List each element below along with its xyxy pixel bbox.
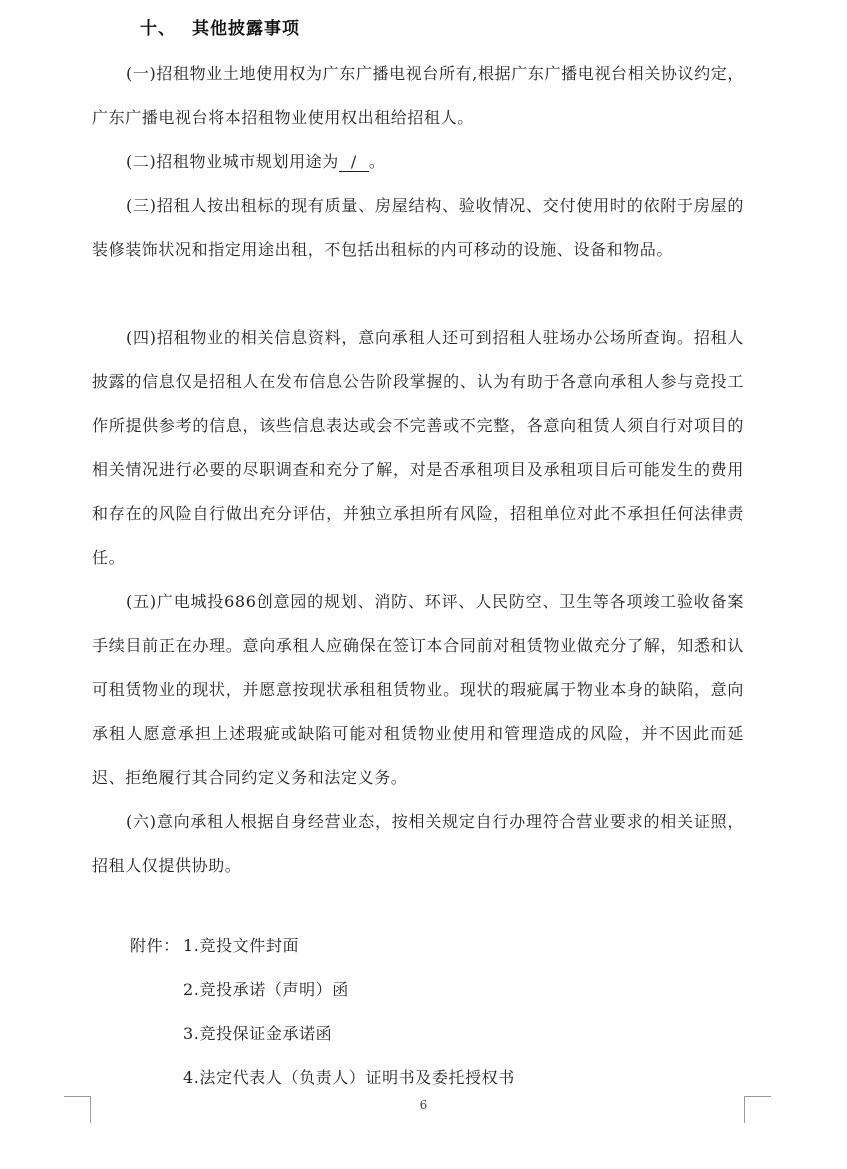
paragraph-2-text: (二)招租物业城市规划用途为 <box>126 152 339 171</box>
planning-use-blank: / <box>339 153 369 172</box>
attachment-item: 4.法定代表人（负责人）证明书及委托授权书 <box>183 1068 515 1087</box>
paragraph-6: (六)意向承租人根据自身经营业态，按相关规定自行办理符合营业要求的相关证照，招租人仅提供协助。 <box>92 812 744 875</box>
paragraph-5: (五)广电城投686创意园的规划、消防、环评、人民防空、卫生等各项竣工验收备案手续目前正在办理。意向承租人应确保在签订本合同前对租赁物业做充分了解，知悉和认可租赁物业的现状，并愿意按现状承租租赁物业。现状的瑕疵属于物业本身的缺陷，意向承租人愿意承担上述瑕疵或缺陷可能对租赁物业使用和管理造成的风险，并不因此而延迟、拒绝履行其合同约定义务和法定义务。 <box>92 592 744 787</box>
paragraph-4: (四)招租物业的相关信息资料，意向承租人还可到招租人驻场办公场所查询。招租人披露的信息仅是招租人在发布信息公告阶段掌握的、认为有助于各意向承租人参与竞投工作所提供参考的信息，该些信息表达或会不完善或不完整，各意向租赁人须自行对项目的相关情况进行必要的尽职调查和充分了解，对是否承租项目及承租项目后可能发生的费用和存在的风险自行做出充分评估，并独立承担所有风险，招租单位对此不承担任何法律责任。 <box>92 328 744 567</box>
attachment-item: 1.竞投文件封面 <box>183 936 300 955</box>
section-title: 其他披露事项 <box>192 19 300 39</box>
paragraph-1: (一)招租物业土地使用权为广东广播电视台所有,根据广东广播电视台相关协议约定，广东广播电视台将本招租物业使用权出租给招租人。 <box>92 64 744 127</box>
section-number: 十、 <box>140 19 176 39</box>
page-number: 6 <box>419 1098 428 1112</box>
section-heading <box>140 14 300 39</box>
paragraph-2 <box>92 140 744 184</box>
paragraph-2-end: 。 <box>368 152 386 171</box>
attachments-label: 附件： <box>130 936 180 955</box>
paragraph-3: (三)招租人按出租标的现有质量、房屋结构、验收情况、交付使用时的依附于房屋的装修装饰状况和指定用途出租，不包括出租标的内可移动的设施、设备和物品。 <box>92 196 744 259</box>
attachment-item: 3.竞投保证金承诺函 <box>183 1024 333 1043</box>
attachment-item: 2.竞投承诺（声明）函 <box>183 980 349 999</box>
